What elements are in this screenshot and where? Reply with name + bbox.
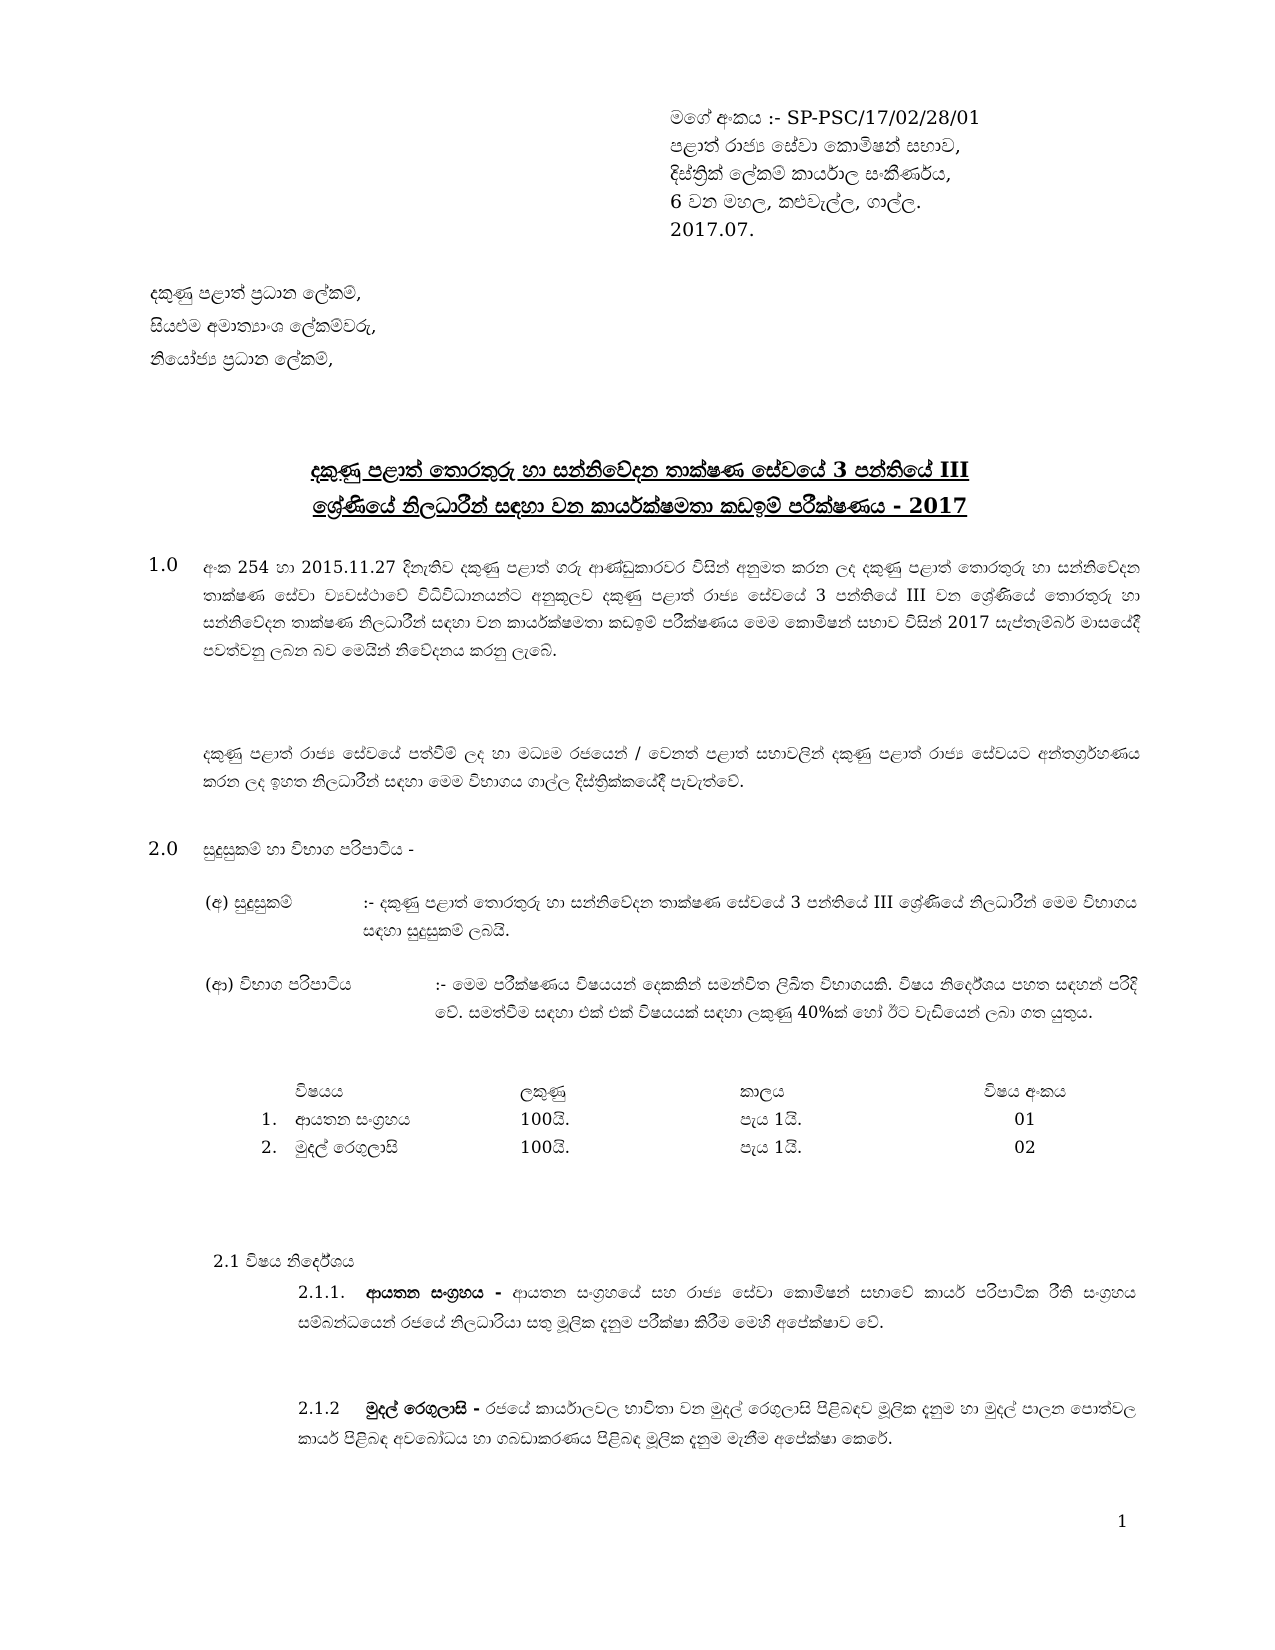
- document-title: [160, 452, 1120, 524]
- column-header-duration: කාලය: [740, 1082, 785, 1102]
- section-1-paragraph-1: අංක 254 හා 2015.11.27 දිනැතිව දකුණු පළාත් ගරු ආණ්ඩුකාරවර විසින් අනුමත කරන ලද දකුණු පළාත් තොරතුරු හා සන්නිවේදන තාක්ෂණ සේවා ව්‍යවස්ථාවේ විධිවිධානයන්ට අනුකූලව දකුණු පළාත් රාජ්‍ය සේවයේ 3 පන්තියේ III වන ශ්‍රේණියේ තොරතුරු හා සන්නිවේදන තාක්ෂණ නිලධාරීන් සඳහා වන කාර්යක්ෂමතා කඩඉම් පරීක්ෂණය මෙම කොමිෂන් සභාව විසින් 2017 සැප්තැම්බර් මාසයේදී පවත්වනු ලබන බව මෙයින් නිවේදනය කරනු ලැබේ.: [203, 558, 1140, 660]
- subject-marks: 100යි.: [520, 1110, 571, 1130]
- title-line-1: දකුණු පළාත් තොරතුරු හා සන්නිවේදන තාක්ෂණ සේවයේ 3 පන්තියේ III: [310, 457, 970, 482]
- subject-marks: 100යි.: [520, 1138, 571, 1158]
- column-header-subject-code: විෂය අංකය: [983, 1082, 1067, 1102]
- syllabus-item-title: ආයතන සංග්‍රහය -: [366, 1283, 502, 1302]
- qualifications-label: (අ) සුදුසුකම්: [205, 893, 293, 913]
- subject-name: මුදල් රෙගුලාසි: [295, 1138, 398, 1158]
- column-header-subject: විෂයය: [295, 1082, 344, 1102]
- addressee-line: සියළුම අමාත්‍යාංශ ලේකම්වරු,: [150, 316, 377, 337]
- subject-duration: පැය 1යි.: [740, 1138, 803, 1158]
- exam-procedure-text: :- මෙම පරීක්ෂණය විෂයයන් දෙකකින් සමන්විත ලිඛිත විභාගයකි. විෂය නිර්දේශය පහත සඳහන් පරිදි වේ. සමත්වීම සඳහා එක් එක් විෂයයක් සඳහා ලකුණු 40%ක් හෝ ඊට වැඩියෙන් ලබා ගත යුතුය.: [435, 975, 1137, 1022]
- sender-complex: දිස්ත්‍රික් ලේකම් කාර්යාල සංකීර්ණය,: [670, 163, 952, 185]
- syllabus-item-text: රජයේ කාර්යාලවල භාවිතා වන මුදල් රෙගුලාසි පිළිබඳව මූලික දැනුම හා මුදල් පාලන පොත්වල කාර්ය පිළිබඳ අවබෝධය හා ගබඩාකරණය පිළිබඳ මූලික දැනුම මැනීම අපේක්ෂා කෙරේ.: [298, 1399, 1136, 1448]
- sender-office: පළාත් රාජ්‍ය සේවා කොමිෂන් සභාව,: [670, 135, 961, 157]
- addressee-line: නියෝජ්‍ය ප්‍රධාන ලේකම්,: [150, 349, 334, 370]
- page-number: 1: [1117, 1512, 1128, 1532]
- exam-procedure-label: (ආ) විභාග පරිපාටිය: [205, 975, 352, 995]
- column-header-marks: ලකුණු: [520, 1082, 566, 1102]
- syllabus-item-1: [298, 1278, 1136, 1338]
- row-number: 2.: [261, 1138, 278, 1158]
- sender-address: 6 වන මහල, කළුවැල්ල, ගාල්ල.: [670, 191, 922, 213]
- title-line-2: ශ්‍රේණියේ නිලධාරීන් සඳහා වන කාර්යක්ෂමතා කඩඉම් පරීක්ෂණය - 2017: [312, 493, 968, 518]
- section-number: 2.0: [148, 838, 179, 860]
- reference-number: මගේ අංකය :- SP-PSC/17/02/28/01: [670, 107, 981, 129]
- syllabus-item-title: මුදල් රෙගුලාසි -: [366, 1399, 481, 1418]
- syllabus-item-text: ආයතන සංග්‍රහයේ සහ රාජ්‍ය සේවා කොමිෂන් සභාවේ කාර්ය පරිපාටික රීති සංග්‍රහය සම්බන්ධයෙන් රජයේ නිලධාරියා සතු මූලික දැනුම පරීක්ෂා කිරීම මෙහි අපේක්ෂාව වේ.: [298, 1283, 1136, 1332]
- syllabus-item-2: [298, 1394, 1136, 1454]
- subjects-table: [255, 1082, 1135, 1166]
- reference-block: [670, 104, 981, 244]
- row-number: 1.: [261, 1110, 278, 1130]
- table-row: [255, 1110, 1135, 1138]
- syllabus-item-number: 2.1.1.: [298, 1283, 346, 1302]
- syllabus-heading: 2.1 විෂය නිර්දේශය: [213, 1252, 355, 1272]
- syllabus-item-number: 2.1.2: [298, 1399, 340, 1418]
- qualifications-text: :- දකුණු පළාත් තොරතුරු හා සන්නිවේදන තාක්ෂණ සේවයේ 3 පන්තියේ III ශ්‍රේණියේ නිලධාරීන් මෙම විභාගය සඳහා සුදුසුකම් ලබයි.: [363, 893, 1137, 940]
- section-number: 1.0: [148, 554, 179, 576]
- subject-code: 02: [1014, 1138, 1036, 1158]
- addressee-line: දකුණු පළාත් ප්‍රධාන ලේකම්,: [150, 283, 362, 304]
- table-header-row: [255, 1082, 1135, 1110]
- letter-date: 2017.07.: [670, 219, 755, 241]
- addressee-block: [150, 277, 377, 376]
- section-1-paragraph-2: දකුණු පළාත් රාජ්‍ය සේවයේ පත්වීම් ලද හා මධ්‍යම රජයෙන් / වෙනත් පළාත් සභාවලින් දකුණු පළාත් රාජ්‍ය සේවයට අන්තර්ග්‍රහණය කරන ලද ඉහත නිලධාරීන් සඳහා මෙම විභාගය ගාල්ල දිස්ත්‍රික්කයේදී පැවැත්වේ.: [203, 744, 1140, 791]
- table-row: [255, 1138, 1135, 1166]
- subject-code: 01: [1014, 1110, 1036, 1130]
- subject-duration: පැය 1යි.: [740, 1110, 803, 1130]
- section-2-title: සුදුසුකම් හා විභාග පරිපාටිය -: [203, 840, 415, 860]
- subject-name: ආයතන සංග්‍රහය: [295, 1110, 411, 1130]
